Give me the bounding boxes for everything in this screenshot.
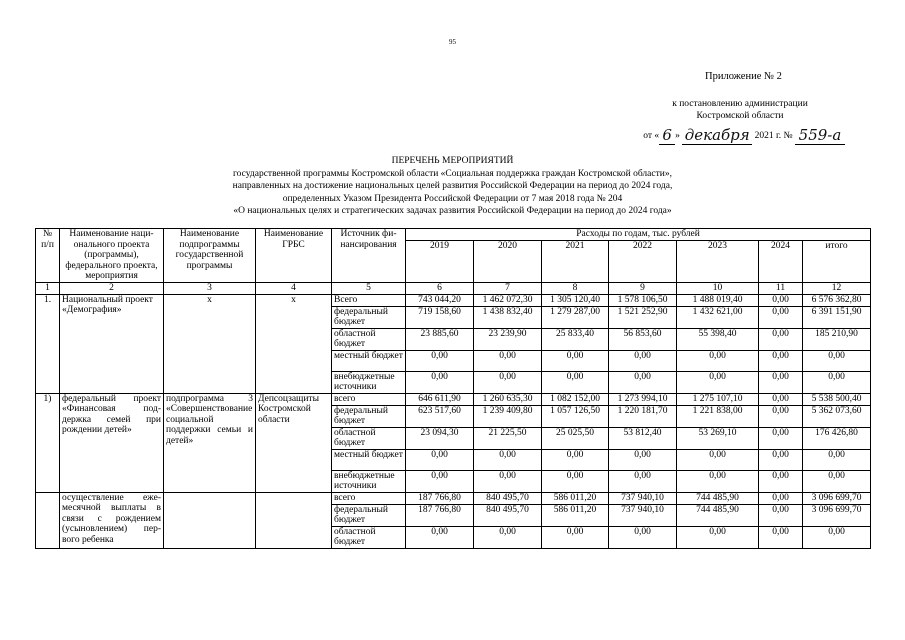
table-row (36, 393, 871, 405)
appendix-label: Приложение № 2 (705, 71, 782, 82)
year-value: 0,00 (759, 371, 803, 393)
column-index: 10 (677, 282, 759, 294)
year-value: 1 273 994,10 (609, 393, 677, 405)
total-value: 0,00 (803, 470, 871, 492)
total-value: 6 576 362,80 (803, 294, 871, 306)
year-value: 1 279 287,00 (542, 306, 609, 328)
column-index: 5 (332, 282, 406, 294)
column-index: 9 (609, 282, 677, 294)
year-value: 1 578 106,50 (609, 294, 677, 306)
year-value: 0,00 (677, 470, 759, 492)
funding-source: областной бюджет (332, 328, 406, 350)
header-num: № п/п (36, 229, 60, 283)
year-value: 56 853,60 (609, 328, 677, 350)
total-value: 0,00 (803, 350, 871, 371)
year-value: 21 225,50 (474, 427, 542, 449)
funding-source: областной бюджет (332, 427, 406, 449)
year-value: 0,00 (406, 526, 474, 548)
year-value: 0,00 (542, 350, 609, 371)
page-number: 95 (449, 38, 456, 46)
year-value: 646 611,90 (406, 393, 474, 405)
year-value: 187 766,80 (406, 504, 474, 526)
header-year: 2019 (406, 240, 474, 282)
grbs-name: х (256, 294, 332, 393)
year-value: 0,00 (474, 350, 542, 371)
year-value: 0,00 (474, 526, 542, 548)
header-year: 2020 (474, 240, 542, 282)
year-value: 0,00 (609, 449, 677, 470)
year-value: 744 485,90 (677, 504, 759, 526)
year-value: 0,00 (474, 449, 542, 470)
year-value: 25 833,40 (542, 328, 609, 350)
year-value: 0,00 (474, 371, 542, 393)
year-value: 737 940,10 (609, 504, 677, 526)
document-title (0, 155, 905, 218)
year-value: 23 239,90 (474, 328, 542, 350)
subprogram-name (164, 492, 256, 548)
year-value: 0,00 (609, 526, 677, 548)
subprogram-name: х (164, 294, 256, 393)
column-index-row (36, 282, 871, 294)
column-index: 1 (36, 282, 60, 294)
column-index: 11 (759, 282, 803, 294)
year-value: 0,00 (406, 350, 474, 371)
year-value: 0,00 (542, 470, 609, 492)
total-value: 5 538 500,40 (803, 393, 871, 405)
year-value: 0,00 (759, 393, 803, 405)
funding-source: местный бюджет (332, 350, 406, 371)
funding-source: внебюджетные источники (332, 470, 406, 492)
year-value: 0,00 (759, 492, 803, 504)
year-value: 0,00 (406, 449, 474, 470)
total-value: 0,00 (803, 526, 871, 548)
column-index: 7 (474, 282, 542, 294)
total-value: 185 210,90 (803, 328, 871, 350)
total-value: 3 096 699,70 (803, 504, 871, 526)
handwritten-month: декабря (682, 126, 752, 145)
row-number: 1) (36, 393, 60, 492)
year-value: 0,00 (759, 328, 803, 350)
date-prefix: от « (643, 131, 660, 141)
year-value: 586 011,20 (542, 492, 609, 504)
year-value: 0,00 (677, 449, 759, 470)
year-value: 586 011,20 (542, 504, 609, 526)
year-value: 0,00 (542, 449, 609, 470)
year-value: 0,00 (609, 350, 677, 371)
year-value: 840 495,70 (474, 492, 542, 504)
header-total: итого (803, 240, 871, 282)
table-row (36, 492, 871, 504)
total-value: 0,00 (803, 371, 871, 393)
funding-source: местный бюджет (332, 449, 406, 470)
title-line-4: определенных Указом Президента Российской Федерации от 7 мая 2018 года № 204 (282, 193, 623, 204)
year-value: 0,00 (474, 470, 542, 492)
decree-reference (655, 98, 825, 122)
row-number: 1. (36, 294, 60, 393)
column-index: 4 (256, 282, 332, 294)
year-value: 744 485,90 (677, 492, 759, 504)
measures-table (35, 228, 871, 549)
year-value: 53 812,40 (609, 427, 677, 449)
measure-name: осуществление ежемесячной выплаты в связи с рождением (усыновлением) первого ребенка (60, 492, 164, 548)
decree-line-1: к постановлению администрации (672, 99, 808, 109)
header-expenses: Расходы по годам, тыс. рублей (406, 229, 871, 241)
year-value: 1 438 832,40 (474, 306, 542, 328)
subprogram-name: подпрограмма 3 «Совершенствование социальной поддержки семьи и детей» (164, 393, 256, 492)
header-year: 2024 (759, 240, 803, 282)
column-index: 2 (60, 282, 164, 294)
year-value: 0,00 (542, 526, 609, 548)
total-value: 3 096 699,70 (803, 492, 871, 504)
handwritten-doc-number: 559-а (795, 126, 845, 145)
year-value: 840 495,70 (474, 504, 542, 526)
year-value: 1 275 107,10 (677, 393, 759, 405)
total-value: 0,00 (803, 449, 871, 470)
year-value: 1 239 409,80 (474, 405, 542, 427)
header-grbs: Наименование ГРБС (256, 229, 332, 283)
year-value: 0,00 (406, 371, 474, 393)
header-source: Источник финансирования (332, 229, 406, 283)
year-value: 1 462 072,30 (474, 294, 542, 306)
year-value: 719 158,60 (406, 306, 474, 328)
funding-source: федеральный бюджет (332, 504, 406, 526)
measure-name: федеральный проект «Финансовая поддержка семей при рождении детей» (60, 393, 164, 492)
table-row (36, 294, 871, 306)
year-value: 1 260 635,30 (474, 393, 542, 405)
year-value: 23 885,60 (406, 328, 474, 350)
header-year: 2021 (542, 240, 609, 282)
date-year: 2021 г. № (754, 131, 793, 141)
year-value: 1 057 126,50 (542, 405, 609, 427)
year-value: 0,00 (759, 449, 803, 470)
year-value: 623 517,60 (406, 405, 474, 427)
year-value: 1 221 838,00 (677, 405, 759, 427)
year-value: 0,00 (609, 371, 677, 393)
year-value: 0,00 (406, 470, 474, 492)
year-value: 0,00 (759, 350, 803, 371)
funding-source: внебюджетные источники (332, 371, 406, 393)
grbs-name (256, 492, 332, 548)
header-name: Наименование национального проекта (программы), федерального проекта, мероприятия (60, 229, 164, 283)
column-index: 12 (803, 282, 871, 294)
header-year: 2023 (677, 240, 759, 282)
year-value: 0,00 (759, 470, 803, 492)
year-value: 1 488 019,40 (677, 294, 759, 306)
year-value: 187 766,80 (406, 492, 474, 504)
year-value: 0,00 (759, 427, 803, 449)
date-mid: » (675, 131, 680, 141)
column-index: 8 (542, 282, 609, 294)
total-value: 176 426,80 (803, 427, 871, 449)
year-value: 25 025,50 (542, 427, 609, 449)
handwritten-day: 6 (659, 126, 675, 145)
total-value: 6 391 151,90 (803, 306, 871, 328)
title-line-3: направленных на достижение национальных целей развития Российской Федерации на период до 2024 года, (232, 181, 673, 191)
grbs-name: Депсоцзащиты Костромской области (256, 393, 332, 492)
funding-source: всего (332, 492, 406, 504)
year-value: 0,00 (542, 371, 609, 393)
year-value: 1 082 152,00 (542, 393, 609, 405)
year-value: 0,00 (759, 306, 803, 328)
year-value: 1 521 252,90 (609, 306, 677, 328)
year-value: 0,00 (609, 470, 677, 492)
row-number (36, 492, 60, 548)
title-line-2: государственной программы Костромской области «Социальная поддержка граждан Костромской области», (233, 168, 672, 179)
decree-line-2: Костромской области (696, 111, 784, 121)
year-value: 0,00 (677, 350, 759, 371)
year-value: 55 398,40 (677, 328, 759, 350)
year-value: 23 094,30 (406, 427, 474, 449)
year-value: 53 269,10 (677, 427, 759, 449)
year-value: 1 305 120,40 (542, 294, 609, 306)
funding-source: Всего (332, 294, 406, 306)
header-year: 2022 (609, 240, 677, 282)
year-value: 0,00 (759, 526, 803, 548)
year-value: 1 432 621,00 (677, 306, 759, 328)
year-value: 0,00 (677, 526, 759, 548)
funding-source: федеральный бюджет (332, 405, 406, 427)
header-subprogram: Наименование подпрограммы государственной программы (164, 229, 256, 283)
measure-name: Национальный проект «Демография» (60, 294, 164, 393)
column-index: 3 (164, 282, 256, 294)
column-index: 6 (406, 282, 474, 294)
funding-source: областной бюджет (332, 526, 406, 548)
year-value: 0,00 (759, 504, 803, 526)
year-value: 0,00 (677, 371, 759, 393)
year-value: 743 044,20 (406, 294, 474, 306)
title-line-1: ПЕРЕЧЕНЬ МЕРОПРИЯТИЙ (391, 156, 514, 166)
funding-source: федеральный бюджет (332, 306, 406, 328)
total-value: 5 362 073,60 (803, 405, 871, 427)
year-value: 737 940,10 (609, 492, 677, 504)
header-row (36, 229, 871, 241)
year-value: 0,00 (759, 294, 803, 306)
title-line-5: «О национальных целях и стратегических задачах развития Российской Федерации на период до 2024 года» (233, 206, 672, 216)
year-value: 0,00 (759, 405, 803, 427)
funding-source: всего (332, 393, 406, 405)
decree-date-line (643, 124, 845, 143)
year-value: 1 220 181,70 (609, 405, 677, 427)
